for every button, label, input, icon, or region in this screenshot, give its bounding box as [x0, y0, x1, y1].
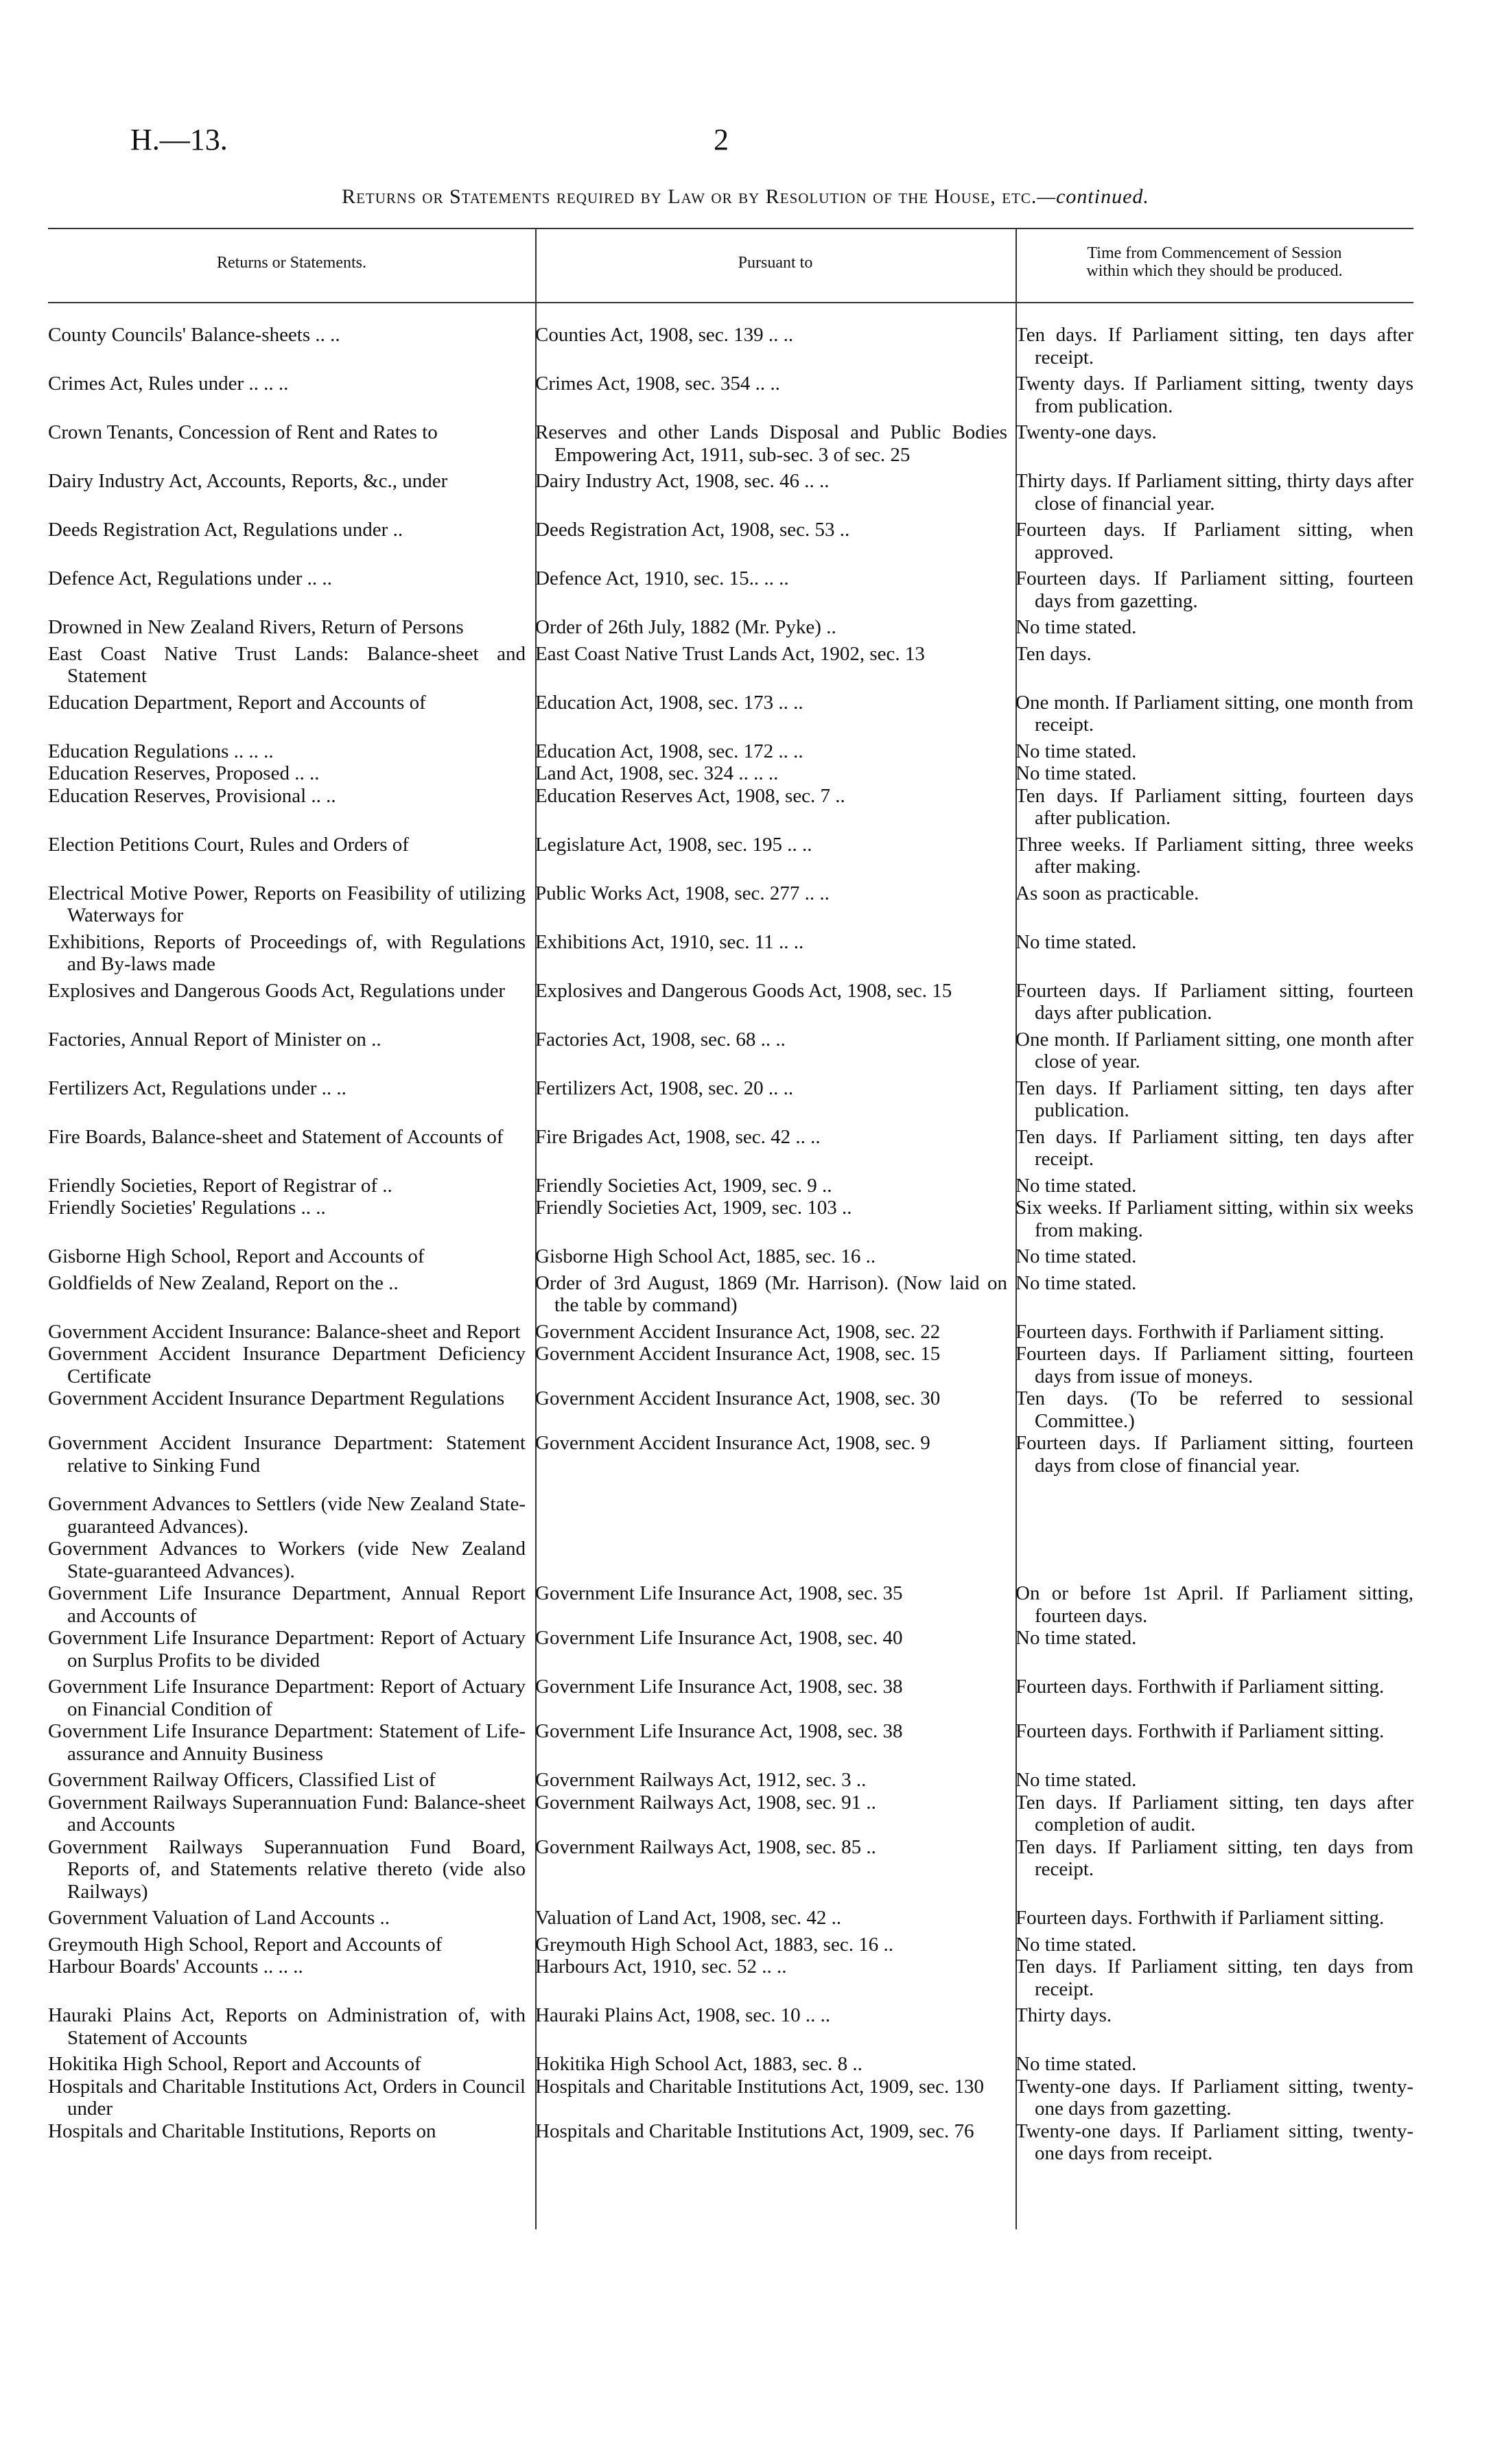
table-row	[48, 1077, 1413, 1122]
table-row	[48, 470, 1413, 515]
return-title-cell: Government Accident Insurance Department Regulations	[48, 1387, 505, 1409]
table-row	[48, 1956, 1413, 2000]
return-title-cell: Government Railways Superannuation Fund Board, Reports of, and Statements relative thereto (vide also Railways)	[48, 1835, 526, 1903]
return-title-cell: Government Accident Insurance Department: Statement relative to Sinking Fund	[48, 1432, 526, 1477]
time-cell: As soon as practicable.	[1015, 882, 1199, 904]
pursuant-cell: Fertilizers Act, 1908, sec. 20 .. ..	[535, 1077, 794, 1099]
table-row	[48, 1836, 1413, 1903]
column-header-returns: Returns or Statements.	[217, 254, 366, 272]
table-row	[48, 931, 1413, 976]
time-cell: Ten days.	[1015, 642, 1092, 665]
pursuant-cell: Public Works Act, 1908, sec. 277 .. ..	[535, 882, 830, 904]
return-title-cell: Dairy Industry Act, Accounts, Reports, &c., under	[48, 470, 448, 492]
table-row	[48, 1907, 1413, 1929]
pursuant-cell: Hokitika High School Act, 1883, sec. 8 ..	[535, 2053, 862, 2075]
time-cell: Ten days. If Parliament sitting, fourteen days after publication.	[1015, 784, 1413, 829]
pursuant-cell: Order of 3rd August, 1869 (Mr. Harrison). (Now laid on the table by command)	[535, 1271, 1007, 1316]
time-cell: No time stated.	[1015, 930, 1137, 953]
time-cell: Three weeks. If Parliament sitting, three weeks after making.	[1015, 833, 1413, 878]
time-cell: Ten days. If Parliament sitting, ten days after receipt.	[1015, 324, 1413, 368]
time-cell: No time stated.	[1015, 762, 1137, 784]
table-row	[48, 1245, 1413, 1268]
pursuant-cell: Education Reserves Act, 1908, sec. 7 ..	[535, 784, 845, 807]
header-bottom-rule	[48, 302, 1413, 303]
return-title-cell: Government Life Insurance Department: Report of Actuary on Financial Condition of	[48, 1676, 526, 1720]
return-title-cell: Greymouth High School, Report and Accounts of	[48, 1933, 443, 1956]
pursuant-cell: Gisborne High School Act, 1885, sec. 16 ..	[535, 1245, 876, 1267]
table-row	[48, 1387, 1413, 1432]
table-row	[48, 1676, 1413, 1720]
pursuant-cell: Hospitals and Charitable Institutions Act, 1909, sec. 76	[535, 2120, 974, 2142]
time-cell: Fourteen days. If Parliament sitting, fourteen days from close of financial year.	[1015, 1432, 1413, 1477]
return-title-cell: Government Railway Officers, Classified List of	[48, 1769, 436, 1791]
return-title-cell: Government Accident Insurance Department Deficiency Certificate	[48, 1343, 526, 1387]
table-row	[48, 2004, 1413, 2049]
return-title-cell: Friendly Societies' Regulations .. ..	[48, 1197, 326, 1219]
pursuant-cell: Dairy Industry Act, 1908, sec. 46 .. ..	[535, 470, 830, 492]
return-title-cell: Gisborne High School, Report and Accounts of	[48, 1245, 425, 1267]
table-row	[48, 567, 1413, 612]
pursuant-cell: Government Accident Insurance Act, 1908, sec. 9	[535, 1432, 930, 1454]
time-cell: Ten days. If Parliament sitting, ten days after publication.	[1015, 1077, 1413, 1121]
table-row	[48, 2120, 1413, 2165]
time-cell: Fourteen days. If Parliament sitting, when approved.	[1015, 519, 1413, 563]
table-row	[48, 1627, 1413, 1671]
table-row	[48, 519, 1413, 563]
return-title-cell: Government Advances to Settlers (vide New Zealand State-guaranteed Advances).	[48, 1493, 526, 1538]
pursuant-cell: Valuation of Land Act, 1908, sec. 42 ..	[535, 1907, 842, 1929]
pursuant-cell: Factories Act, 1908, sec. 68 .. ..	[535, 1028, 786, 1051]
return-title-cell: Government Accident Insurance: Balance-sheet and Report	[48, 1320, 521, 1343]
return-title-cell: County Councils' Balance-sheets .. ..	[48, 324, 340, 346]
returns-table	[48, 324, 1413, 2165]
return-title-cell: Education Reserves, Proposed .. ..	[48, 762, 320, 784]
time-cell: Twenty-one days. If Parliament sitting, twenty-one days from receipt.	[1015, 2120, 1413, 2164]
pursuant-cell: Reserves and other Lands Disposal and Public Bodies Empowering Act, 1911, sub-sec. 3 of sec. 25	[535, 421, 1007, 466]
time-cell: No time stated.	[1015, 740, 1137, 762]
table-row	[48, 643, 1413, 688]
pursuant-cell: Harbours Act, 1910, sec. 52 .. ..	[535, 1956, 787, 1978]
return-title-cell: Government Life Insurance Department: Statement of Life-assurance and Annuity Business	[48, 1720, 526, 1765]
pursuant-cell: Government Railways Act, 1912, sec. 3 ..	[535, 1769, 867, 1791]
table-row	[48, 1321, 1413, 1344]
table-row	[48, 834, 1413, 878]
time-cell: On or before 1st April. If Parliament sitting, fourteen days.	[1015, 1582, 1413, 1627]
column-header-pursuant: Pursuant to	[738, 254, 813, 272]
return-title-cell: Government Valuation of Land Accounts ..	[48, 1907, 390, 1929]
time-cell: No time stated.	[1015, 1174, 1137, 1197]
return-title-cell: Hospitals and Charitable Institutions, Reports on	[48, 2120, 436, 2142]
table-row	[48, 1493, 1413, 1538]
time-cell: Fourteen days. Forthwith if Parliament sitting.	[1015, 1720, 1385, 1742]
return-title-cell: Hokitika High School, Report and Accounts of	[48, 2053, 421, 2075]
time-cell: One month. If Parliament sitting, one month after close of year.	[1015, 1028, 1413, 1072]
return-title-cell: Exhibitions, Reports of Proceedings of, with Regulations and By-laws made	[48, 930, 526, 975]
table-row	[48, 1538, 1413, 1582]
table-row	[48, 1769, 1413, 1792]
pursuant-cell: Hauraki Plains Act, 1908, sec. 10 .. ..	[535, 2004, 831, 2026]
pursuant-cell: Government Railways Act, 1908, sec. 91 ..	[535, 1791, 876, 1814]
return-title-cell: Goldfields of New Zealand, Report on the ..	[48, 1271, 399, 1294]
time-cell: Twenty days. If Parliament sitting, twenty days from publication.	[1015, 373, 1413, 417]
document-reference: H.—13.	[130, 123, 228, 156]
table-row	[48, 785, 1413, 830]
running-title-text: Returns or Statements required by Law or by Resolution of the House, etc.	[342, 185, 1037, 208]
pursuant-cell: Legislature Act, 1908, sec. 195 .. ..	[535, 833, 812, 856]
table-row	[48, 1175, 1413, 1197]
time-cell: No time stated.	[1015, 1245, 1137, 1267]
pursuant-cell: Exhibitions Act, 1910, sec. 11 .. ..	[535, 930, 804, 953]
return-title-cell: Crown Tenants, Concession of Rent and Rates to	[48, 421, 438, 443]
return-title-cell: Explosives and Dangerous Goods Act, Regulations under	[48, 979, 506, 1002]
time-cell: Fourteen days. If Parliament sitting, fourteen days after publication.	[1015, 979, 1413, 1024]
pursuant-cell: Defence Act, 1910, sec. 15.. .. ..	[535, 567, 789, 589]
table-row	[48, 2053, 1413, 2076]
return-title-cell: Harbour Boards' Accounts .. .. ..	[48, 1956, 303, 1978]
column-header-time-line2: within which they should be produced.	[1086, 262, 1343, 280]
table-row	[48, 421, 1413, 466]
time-cell: Fourteen days. Forthwith if Parliament sitting.	[1015, 1320, 1385, 1343]
time-cell: No time stated.	[1015, 2053, 1137, 2075]
pursuant-cell: Explosives and Dangerous Goods Act, 1908, sec. 15	[535, 979, 952, 1002]
return-title-cell: Hospitals and Charitable Institutions Act, Orders in Council under	[48, 2075, 526, 2120]
time-cell: No time stated.	[1015, 1627, 1137, 1649]
table-row	[48, 1432, 1413, 1477]
return-title-cell: Government Advances to Workers (vide New Zealand State-guaranteed Advances).	[48, 1538, 526, 1582]
time-cell: Thirty days. If Parliament sitting, thirty days after close of financial year.	[1015, 470, 1413, 515]
pursuant-cell: Deeds Registration Act, 1908, sec. 53 ..	[535, 519, 850, 541]
table-row	[48, 762, 1413, 785]
pursuant-cell: Government Railways Act, 1908, sec. 85 ..	[535, 1835, 876, 1858]
pursuant-cell: Hospitals and Charitable Institutions Act, 1909, sec. 130	[535, 2075, 985, 2098]
table-row	[48, 1720, 1413, 1765]
time-cell: Ten days. If Parliament sitting, ten days after completion of audit.	[1015, 1791, 1413, 1835]
table-row	[48, 1582, 1413, 1627]
return-title-cell: Government Railways Superannuation Fund: Balance-sheet and Accounts	[48, 1791, 526, 1835]
time-cell: Fourteen days. If Parliament sitting, fourteen days from gazetting.	[1015, 567, 1413, 612]
pursuant-cell: Government Accident Insurance Act, 1908, sec. 30	[535, 1387, 941, 1409]
time-cell: No time stated.	[1015, 1271, 1137, 1294]
return-title-cell: East Coast Native Trust Lands: Balance-sheet and Statement	[48, 642, 526, 687]
pursuant-cell: Greymouth High School Act, 1883, sec. 16 ..	[535, 1933, 893, 1956]
return-title-cell: Fire Boards, Balance-sheet and Statement of Accounts of	[48, 1125, 504, 1148]
pursuant-cell: Fire Brigades Act, 1908, sec. 42 .. ..	[535, 1125, 821, 1148]
table-row	[48, 740, 1413, 763]
table-row	[48, 616, 1413, 639]
return-title-cell: Education Reserves, Provisional .. ..	[48, 784, 336, 807]
continued-label: —continued.	[1037, 185, 1149, 208]
pursuant-cell: Education Act, 1908, sec. 173 .. ..	[535, 691, 803, 714]
time-cell: No time stated.	[1015, 616, 1137, 638]
pursuant-cell: Government Life Insurance Act, 1908, sec. 38	[535, 1720, 903, 1742]
table-row	[48, 692, 1413, 736]
return-title-cell: Education Regulations .. .. ..	[48, 740, 274, 762]
pursuant-cell: East Coast Native Trust Lands Act, 1902, sec. 13	[535, 642, 925, 665]
time-cell: Ten days. If Parliament sitting, ten days from receipt.	[1015, 1956, 1413, 2000]
time-cell: Ten days. If Parliament sitting, ten days from receipt.	[1015, 1835, 1413, 1880]
pursuant-cell: Counties Act, 1908, sec. 139 .. ..	[535, 324, 794, 346]
pursuant-cell: Government Life Insurance Act, 1908, sec. 35	[535, 1582, 903, 1604]
table-row	[48, 1792, 1413, 1836]
return-title-cell: Deeds Registration Act, Regulations under ..	[48, 519, 403, 541]
time-cell: No time stated.	[1015, 1769, 1137, 1791]
table-row	[48, 1029, 1413, 1073]
column-header-time-line1: Time from Commencement of Session	[1087, 244, 1342, 262]
pursuant-cell: Government Life Insurance Act, 1908, sec. 38	[535, 1676, 903, 1698]
pursuant-cell: Government Life Insurance Act, 1908, sec. 40	[535, 1627, 903, 1649]
table-row	[48, 1126, 1413, 1171]
pursuant-cell: Land Act, 1908, sec. 324 .. .. ..	[535, 762, 779, 784]
time-cell: No time stated.	[1015, 1933, 1137, 1956]
pursuant-cell: Friendly Societies Act, 1909, sec. 103 ..	[535, 1197, 852, 1219]
time-cell: Thirty days.	[1015, 2004, 1112, 2026]
table-row	[48, 1272, 1413, 1317]
header-top-rule	[48, 228, 1413, 229]
return-title-cell: Government Life Insurance Department, Annual Report and Accounts of	[48, 1582, 526, 1627]
return-title-cell: Hauraki Plains Act, Reports on Administration of, with Statement of Accounts	[48, 2004, 526, 2049]
running-title	[0, 185, 1491, 209]
table-row	[48, 2076, 1413, 2120]
time-cell: Fourteen days. Forthwith if Parliament sitting.	[1015, 1676, 1385, 1698]
pursuant-cell: Crimes Act, 1908, sec. 354 .. ..	[535, 373, 780, 395]
time-cell: Twenty-one days.	[1015, 421, 1157, 443]
return-title-cell: Friendly Societies, Report of Registrar of ..	[48, 1174, 392, 1197]
pursuant-cell: Government Accident Insurance Act, 1908, sec. 15	[535, 1343, 941, 1365]
column-header-time	[1015, 244, 1413, 280]
pursuant-cell: Order of 26th July, 1882 (Mr. Pyke) ..	[535, 616, 836, 638]
time-cell: Fourteen days. If Parliament sitting, fourteen days from issue of moneys.	[1015, 1343, 1413, 1387]
time-cell: Ten days. (To be referred to sessional Committee.)	[1015, 1387, 1413, 1432]
return-title-cell: Fertilizers Act, Regulations under .. ..	[48, 1077, 347, 1099]
table-row	[48, 882, 1413, 927]
return-title-cell: Election Petitions Court, Rules and Orders of	[48, 833, 409, 856]
return-title-cell: Crimes Act, Rules under .. .. ..	[48, 373, 289, 395]
time-cell: Six weeks. If Parliament sitting, within six weeks from making.	[1015, 1197, 1413, 1241]
return-title-cell: Electrical Motive Power, Reports on Feasibility of utilizing Waterways for	[48, 882, 526, 926]
time-cell: Ten days. If Parliament sitting, ten days after receipt.	[1015, 1125, 1413, 1170]
table-row	[48, 324, 1413, 368]
time-cell: Twenty-one days. If Parliament sitting, twenty-one days from gazetting.	[1015, 2075, 1413, 2120]
time-cell: Fourteen days. Forthwith if Parliament sitting.	[1015, 1907, 1385, 1929]
return-title-cell: Government Life Insurance Department: Report of Actuary on Surplus Profits to be divided	[48, 1627, 526, 1671]
table-row	[48, 1934, 1413, 1956]
return-title-cell: Education Department, Report and Accounts of	[48, 691, 426, 714]
pursuant-cell: Government Accident Insurance Act, 1908, sec. 22	[535, 1320, 941, 1343]
page-number: 2	[714, 123, 729, 156]
return-title-cell: Defence Act, Regulations under .. ..	[48, 567, 332, 589]
table-row	[48, 373, 1413, 417]
pursuant-cell: Education Act, 1908, sec. 172 .. ..	[535, 740, 803, 762]
return-title-cell: Drowned in New Zealand Rivers, Return of Persons	[48, 616, 464, 638]
pursuant-cell: Friendly Societies Act, 1909, sec. 9 ..	[535, 1174, 832, 1197]
table-row	[48, 980, 1413, 1024]
table-row	[48, 1343, 1413, 1387]
table-row	[48, 1197, 1413, 1241]
time-cell: One month. If Parliament sitting, one month from receipt.	[1015, 691, 1413, 736]
return-title-cell: Factories, Annual Report of Minister on ..	[48, 1028, 381, 1051]
